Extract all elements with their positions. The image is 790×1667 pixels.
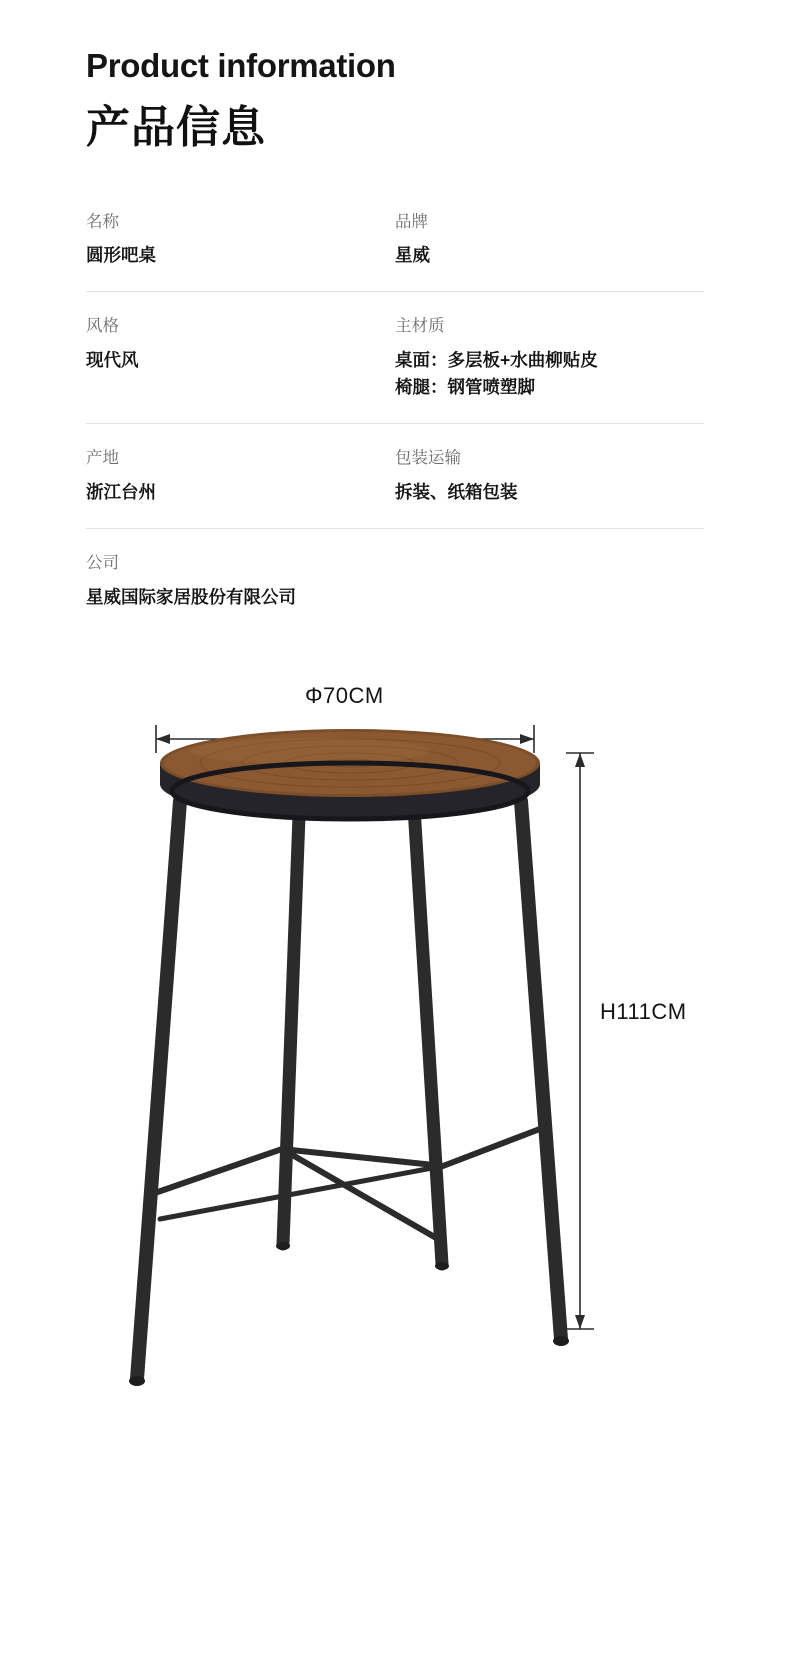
spec-value [86,479,395,506]
spec-value-line: 椅腿：钢管喷塑脚 [395,377,535,398]
leg-feet [129,1242,569,1386]
height-dimension-line [566,753,594,1329]
spec-cell-material [395,314,704,401]
spec-cell-brand [395,210,704,270]
spec-label: 名称 [86,212,119,231]
page-title-en: Product information [86,47,396,84]
spec-cell-style [86,314,395,401]
product-image-with-dimensions [0,679,790,1549]
spec-cell-packaging [395,446,704,506]
spec-cell-name [86,210,395,270]
spec-value [395,479,704,506]
spec-value-line: 浙江台州 [86,482,156,503]
spec-value-line: 拆装、纸箱包装 [395,482,518,503]
product-spec-table [86,210,704,634]
page-header [0,0,790,155]
spec-label: 产地 [86,449,119,468]
spec-value [395,347,704,401]
spec-value [86,347,395,374]
diameter-dimension-label: Φ70CM [305,683,384,709]
spec-value [86,242,395,269]
table-row [86,424,704,529]
spec-value-line: 星威 [395,245,430,266]
spec-value [395,242,704,269]
spec-cell-company [86,551,704,611]
spec-value-line: 星威国际家居股份有限公司 [86,587,296,608]
table-top [160,729,540,819]
table-row [86,210,704,293]
spec-cell-origin [86,446,395,506]
spec-value-line: 圆形吧桌 [86,245,156,266]
height-dimension-label: H111CM [600,999,687,1025]
bar-table-illustration [0,679,790,1549]
spec-value-line: 现代风 [86,350,139,371]
spec-label: 公司 [86,554,119,573]
spec-label: 品牌 [395,212,428,231]
table-row [86,529,704,633]
foot-ring-stretcher [152,1127,545,1239]
spec-label: 主材质 [395,317,445,336]
page-title-cn: 产品信息 [86,102,266,152]
spec-value [86,584,704,611]
table-row [86,292,704,424]
table-legs [137,789,561,1379]
spec-value-line: 桌面：多层板+水曲柳贴皮 [395,350,598,371]
spec-label: 包装运输 [395,449,461,468]
spec-label: 风格 [86,317,119,336]
